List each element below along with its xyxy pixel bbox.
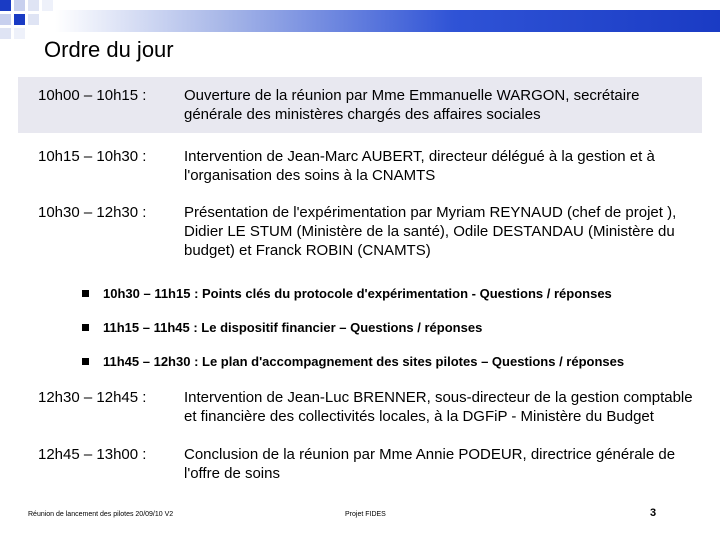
agenda-item <box>18 388 702 426</box>
page-title: Ordre du jour <box>44 37 174 62</box>
page-number: 3 <box>650 507 657 519</box>
footer-meeting-label: Réunion de lancement des pilotes 20/09/10 V2 <box>28 511 174 518</box>
sub-agenda-text: 11h15 – 11h45 : Le dispositif financier – Questions / réponses <box>103 319 483 335</box>
agenda-time: 12h45 – 13h00 : <box>38 446 147 463</box>
sub-agenda-item <box>82 276 702 310</box>
header-gradient-bar <box>55 10 720 32</box>
agenda-item <box>18 77 702 133</box>
agenda-description: Présentation de l'expérimentation par Myriam REYNAUD (chef de projet ), Didier LE STUM (Ministère de la santé), Odile DESTANDAU (Ministère du budget) et Franck ROBIN (CNAMTS) <box>184 204 677 259</box>
agenda-item <box>18 147 702 185</box>
agenda-time: 12h30 – 12h45 : <box>38 389 147 406</box>
sub-agenda-text: 11h45 – 12h30 : Le plan d'accompagnement des sites pilotes – Questions / réponses <box>103 353 625 369</box>
bullet-icon <box>82 290 89 297</box>
decorative-grid-icon <box>0 0 60 40</box>
agenda-description: Intervention de Jean-Marc AUBERT, directeur délégué à la gestion et à l'organisation des soins à la CNAMTS <box>184 148 655 184</box>
agenda-item <box>18 445 702 483</box>
agenda-time: 10h30 – 12h30 : <box>38 204 147 221</box>
sub-agenda-list <box>82 276 702 378</box>
agenda-description: Conclusion de la réunion par Mme Annie PODEUR, directrice générale de l'offre de soins <box>184 446 676 482</box>
agenda-description: Intervention de Jean-Luc BRENNER, sous-directeur de la gestion comptable et financière des collectivités locales, à la DGFiP - Ministère du Budget <box>184 389 693 425</box>
footer-project-label: Projet FIDES <box>345 511 386 518</box>
sub-agenda-text: 10h30 – 11h15 : Points clés du protocole d'expérimentation - Questions / réponses <box>103 285 612 301</box>
bullet-icon <box>82 358 89 365</box>
agenda-list <box>18 77 702 483</box>
bullet-icon <box>82 324 89 331</box>
agenda-time: 10h15 – 10h30 : <box>38 148 147 165</box>
agenda-description: Ouverture de la réunion par Mme Emmanuelle WARGON, secrétaire générale des ministères chargés des affaires sociales <box>184 87 640 123</box>
sub-agenda-item <box>82 344 702 378</box>
agenda-time: 10h00 – 10h15 : <box>38 87 147 104</box>
agenda-item <box>18 203 702 260</box>
sub-agenda-item <box>82 310 702 344</box>
